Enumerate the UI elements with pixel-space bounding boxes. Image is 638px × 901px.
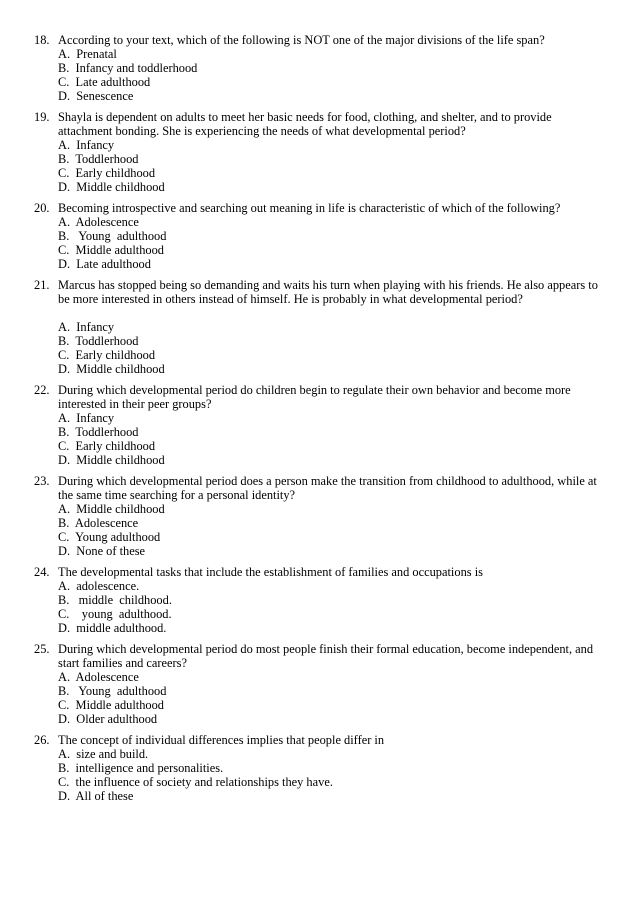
answer-option-a: A. Infancy xyxy=(58,411,115,425)
question-23 xyxy=(0,474,638,558)
question-19 xyxy=(0,110,638,194)
answer-options xyxy=(58,747,608,803)
answer-option-d: D. None of these xyxy=(58,544,146,558)
answer-options xyxy=(58,502,608,558)
question-number: 19. xyxy=(34,110,50,124)
answer-option-c: C. Early childhood xyxy=(58,166,156,180)
answer-option-a: A. Infancy xyxy=(58,138,115,152)
question-24 xyxy=(0,565,638,635)
answer-option-a: A. Prenatal xyxy=(58,47,117,61)
answer-option-b: B. middle childhood. xyxy=(58,593,172,607)
answer-option-a: A. size and build. xyxy=(58,747,149,761)
answer-option-d: D. Senescence xyxy=(58,89,134,103)
question-25 xyxy=(0,642,638,726)
answer-option-d: D. Middle childhood xyxy=(58,362,165,376)
question-number: 26. xyxy=(34,733,50,747)
answer-option-c: C. Late adulthood xyxy=(58,75,151,89)
answer-option-b: B. Toddlerhood xyxy=(58,334,139,348)
question-text: During which developmental period do most people finish their formal education, become independent, and start families and careers? xyxy=(58,642,594,670)
answer-option-d: D. middle adulthood. xyxy=(58,621,167,635)
question-number: 25. xyxy=(34,642,50,656)
answer-option-d: D. All of these xyxy=(58,789,134,803)
question-26 xyxy=(0,733,638,803)
question-number: 20. xyxy=(34,201,50,215)
answer-option-d: D. Older adulthood xyxy=(58,712,158,726)
question-text: According to your text, which of the following is NOT one of the major divisions of the life span? xyxy=(58,33,545,47)
exam-page xyxy=(0,33,638,803)
question-number: 21. xyxy=(34,278,50,292)
question-text: Marcus has stopped being so demanding and waits his turn when playing with his friends. He also appears to be more interested in others instead of himself. He is probably in what developmental period? xyxy=(58,278,598,306)
answer-option-c: C. Young adulthood xyxy=(58,530,161,544)
question-20 xyxy=(0,201,638,271)
answer-option-d: D. Late adulthood xyxy=(58,257,151,271)
answer-option-c: C. Middle adulthood xyxy=(58,698,165,712)
answer-option-c: C. young adulthood. xyxy=(58,607,172,621)
question-text: Becoming introspective and searching out meaning in life is characteristic of which of the following? xyxy=(58,201,561,215)
answer-option-c: C. Middle adulthood xyxy=(58,243,165,257)
answer-options xyxy=(58,411,608,467)
answer-option-a: A. Middle childhood xyxy=(58,502,165,516)
answer-option-b: B. Toddlerhood xyxy=(58,425,139,439)
answer-options xyxy=(58,47,608,103)
answer-option-a: A. Infancy xyxy=(58,320,115,334)
answer-option-d: D. Middle childhood xyxy=(58,453,165,467)
question-text: During which developmental period does a person make the transition from childhood to adulthood, while at the same time searching for a personal identity? xyxy=(58,474,597,502)
answer-option-b: B. Infancy and toddlerhood xyxy=(58,61,198,75)
question-22 xyxy=(0,383,638,467)
answer-option-b: B. Toddlerhood xyxy=(58,152,139,166)
answer-options xyxy=(58,579,608,635)
answer-options xyxy=(58,215,608,271)
question-text: The developmental tasks that include the establishment of families and occupations is xyxy=(58,565,483,579)
question-number: 22. xyxy=(34,383,50,397)
answer-option-a: A. Adolescence xyxy=(58,670,139,684)
answer-option-d: D. Middle childhood xyxy=(58,180,165,194)
answer-options xyxy=(58,670,608,726)
question-number: 23. xyxy=(34,474,50,488)
answer-option-c: C. Early childhood xyxy=(58,348,156,362)
question-21 xyxy=(0,278,638,376)
question-18 xyxy=(0,33,638,103)
answer-option-c: C. Early childhood xyxy=(58,439,156,453)
question-number: 18. xyxy=(34,33,50,47)
question-text: During which developmental period do children begin to regulate their own behavior and become more interested in their peer groups? xyxy=(58,383,571,411)
answer-option-a: A. adolescence. xyxy=(58,579,140,593)
answer-option-a: A. Adolescence xyxy=(58,215,139,229)
question-text: Shayla is dependent on adults to meet her basic needs for food, clothing, and shelter, and to provide attachment bonding. She is experiencing the needs of what developmental period? xyxy=(58,110,552,138)
answer-option-b: B. intelligence and personalities. xyxy=(58,761,224,775)
answer-option-b: B. Young adulthood xyxy=(58,684,167,698)
question-number: 24. xyxy=(34,565,50,579)
answer-option-b: B. Young adulthood xyxy=(58,229,167,243)
answer-option-c: C. the influence of society and relationships they have. xyxy=(58,775,333,789)
question-text: The concept of individual differences implies that people differ in xyxy=(58,733,385,747)
answer-options xyxy=(58,320,608,376)
answer-options xyxy=(58,138,608,194)
answer-option-b: B. Adolescence xyxy=(58,516,139,530)
